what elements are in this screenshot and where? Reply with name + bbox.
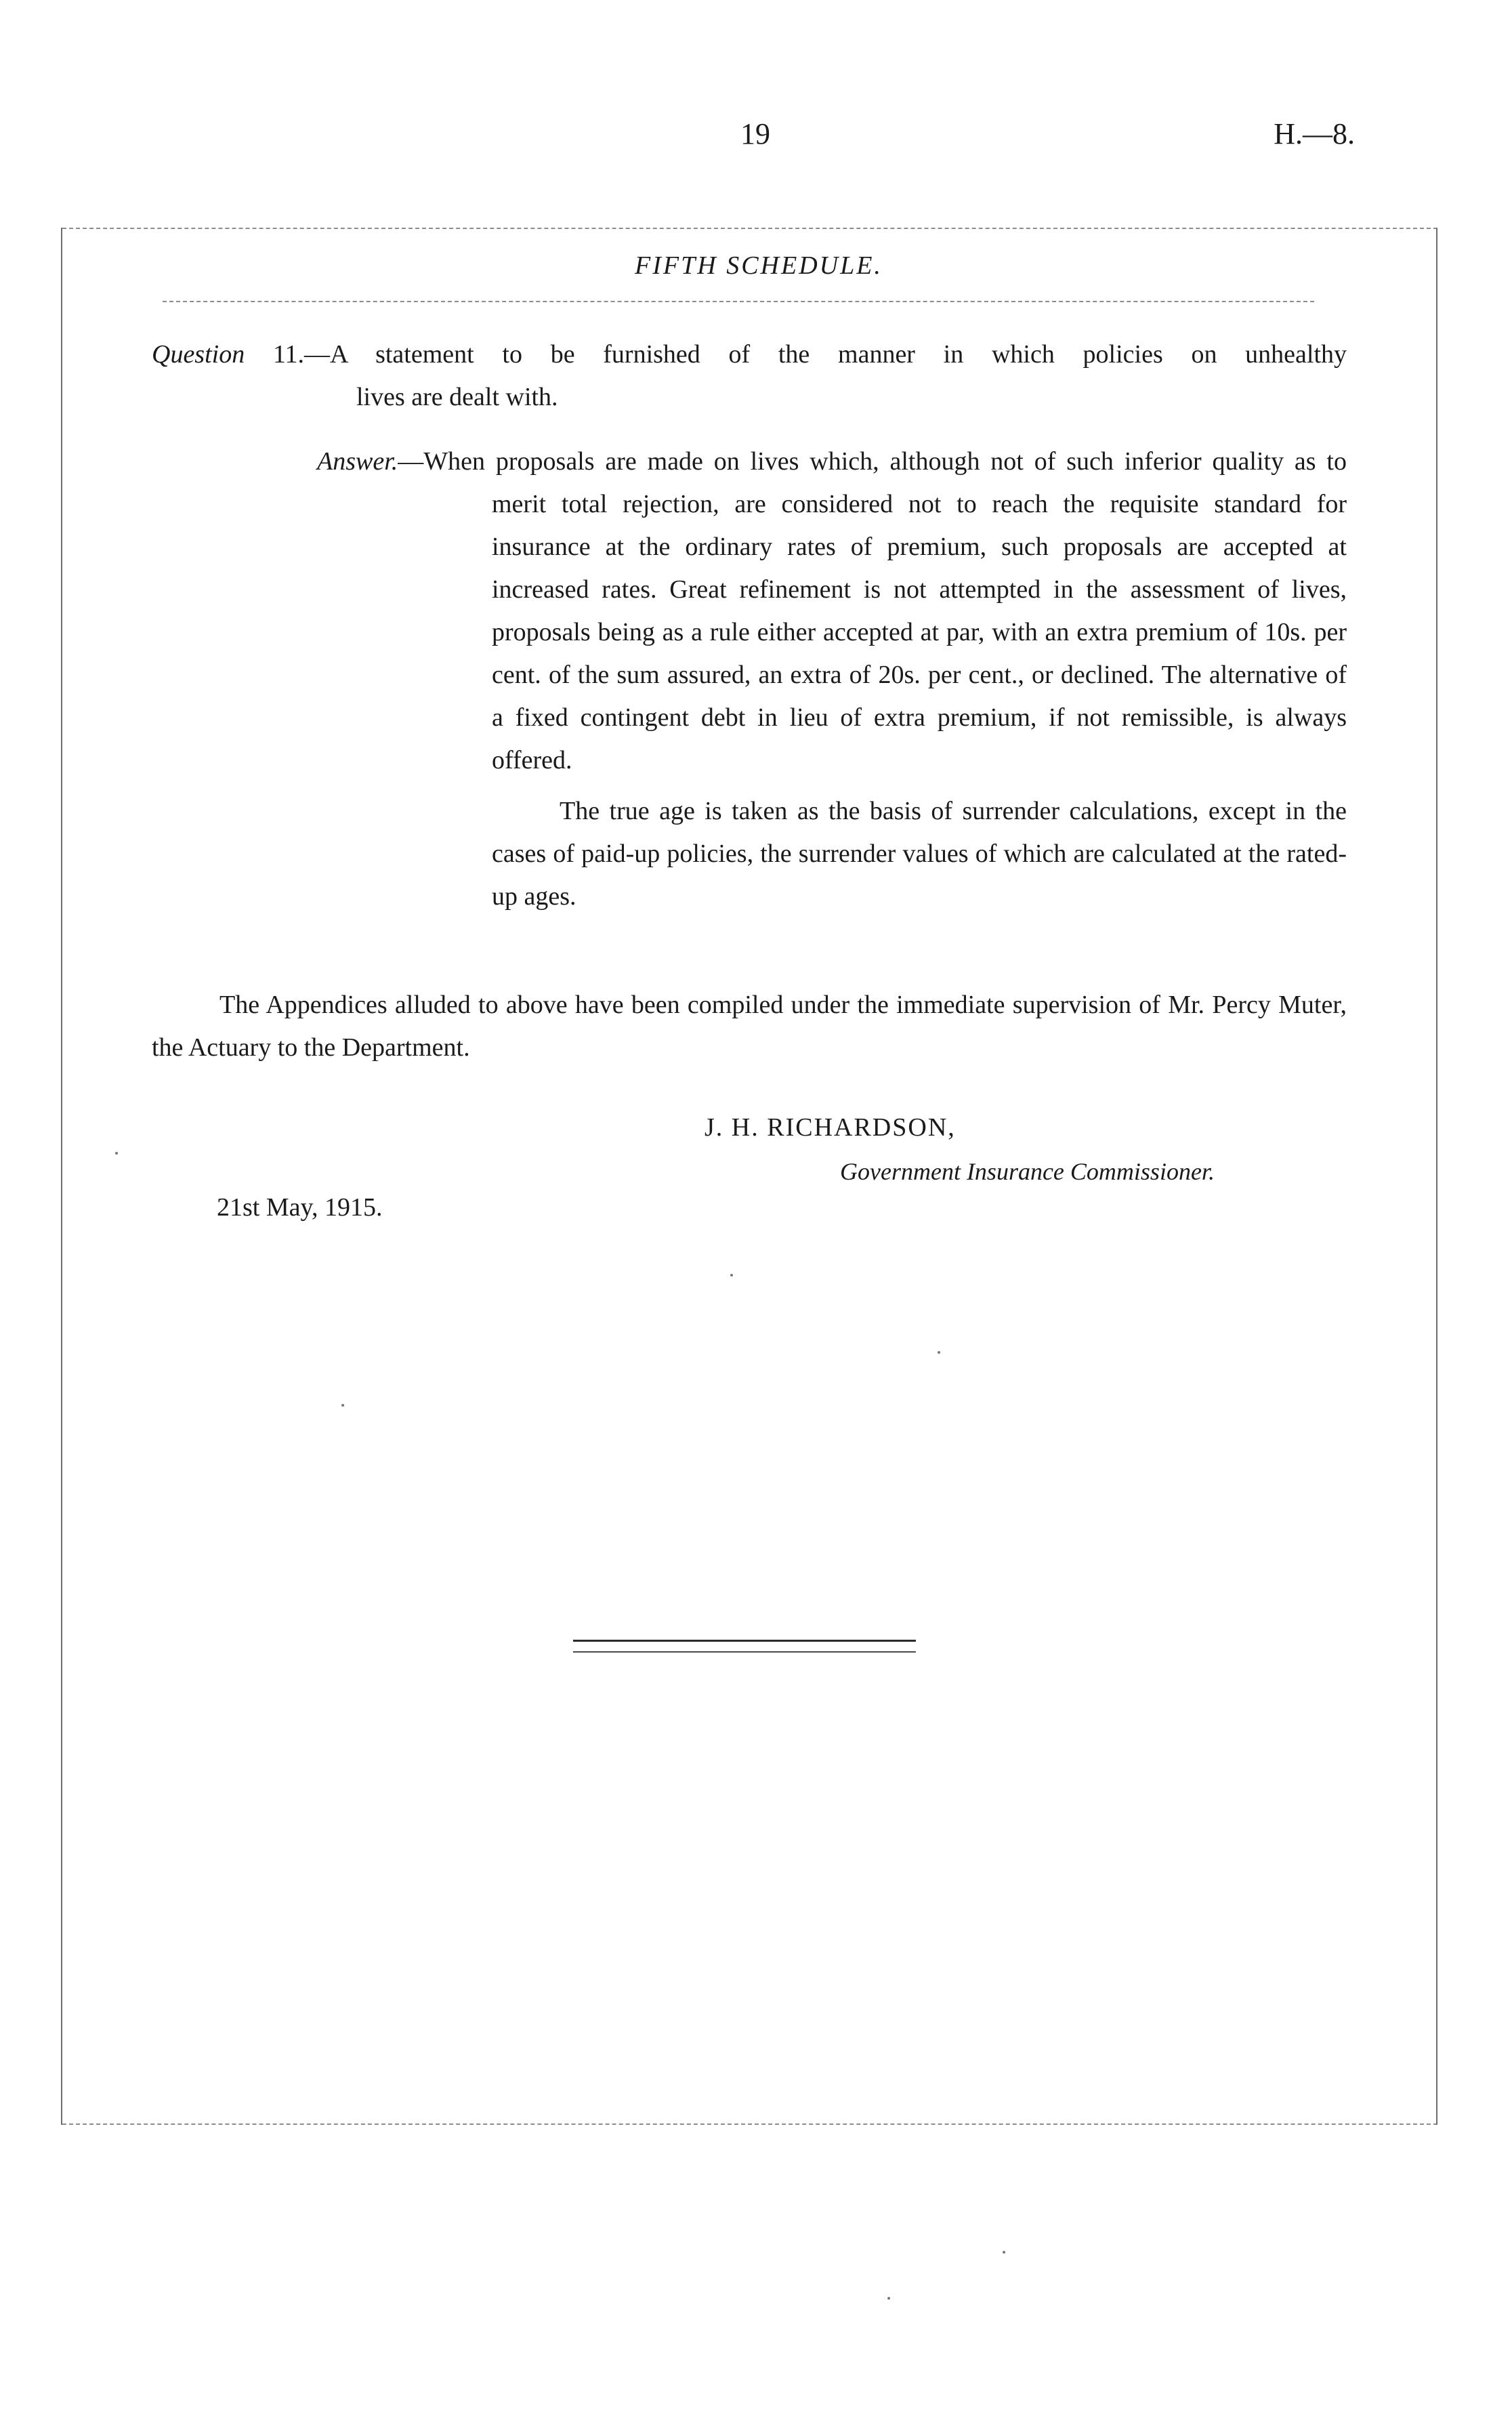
answer-paragraph-2: The true age is taken as the basis of surrender calculations, except in the cases of paid-up policies, the surrender values of which are calculated at the rated-up ages. (492, 797, 1347, 911)
answer-block (317, 440, 1347, 918)
schedule-underline (163, 301, 1314, 302)
scan-speck (341, 1404, 344, 1407)
question-block (152, 333, 1347, 419)
scan-speck (115, 1152, 118, 1155)
date-line: 21st May, 1915. (217, 1193, 383, 1222)
scan-speck (1003, 2251, 1005, 2254)
appendices-note: The Appendices alluded to above have been compiled under the immediate supervision of Mr. Percy Muter, the Actuary to the Department. (152, 991, 1347, 1062)
signatory-name: J. H. RICHARDSON, (705, 1113, 956, 1142)
question-label: Question (152, 340, 245, 369)
answer-label: Answer. (317, 447, 398, 476)
frame-top-rule (62, 228, 1437, 229)
closing-double-rule (573, 1640, 916, 1653)
answer-paragraph-1 (317, 440, 1347, 782)
signatory-title: Government Insurance Commissioner. (840, 1158, 1215, 1185)
question-text: 11.—A statement to be furnished of the manner in which policies on unhealthy (272, 340, 1347, 369)
schedule-title: FIFTH SCHEDULE. (635, 251, 883, 280)
answer-text-1: —When proposals are made on lives which, although not of such inferior quality as to merit total rejection, are considered not to reach the requisite standard for insurance at the ordinary rates of premium, such proposals are accepted at increased rates. Great refinement is not attempted in the assessment of lives, proposals being as a rule either accepted at par, with an extra premium of 10s. per cent. of the sum assured, an extra of 20s. per cent., or declined. The alternative of a fixed contingent debt in lieu of extra premium, if not remissible, is always offered. (398, 447, 1347, 774)
frame-right-rule (1436, 228, 1437, 2125)
frame-bottom-rule (62, 2123, 1437, 2125)
question-continuation: lives are dealt with. (356, 383, 558, 411)
scan-speck (938, 1351, 940, 1354)
frame-left-rule (61, 228, 62, 2125)
scan-speck (887, 2297, 890, 2300)
question-line (152, 333, 1347, 376)
document-reference: H.—8. (1274, 117, 1355, 150)
page-number: 19 (740, 117, 770, 150)
scan-speck (730, 1274, 733, 1277)
